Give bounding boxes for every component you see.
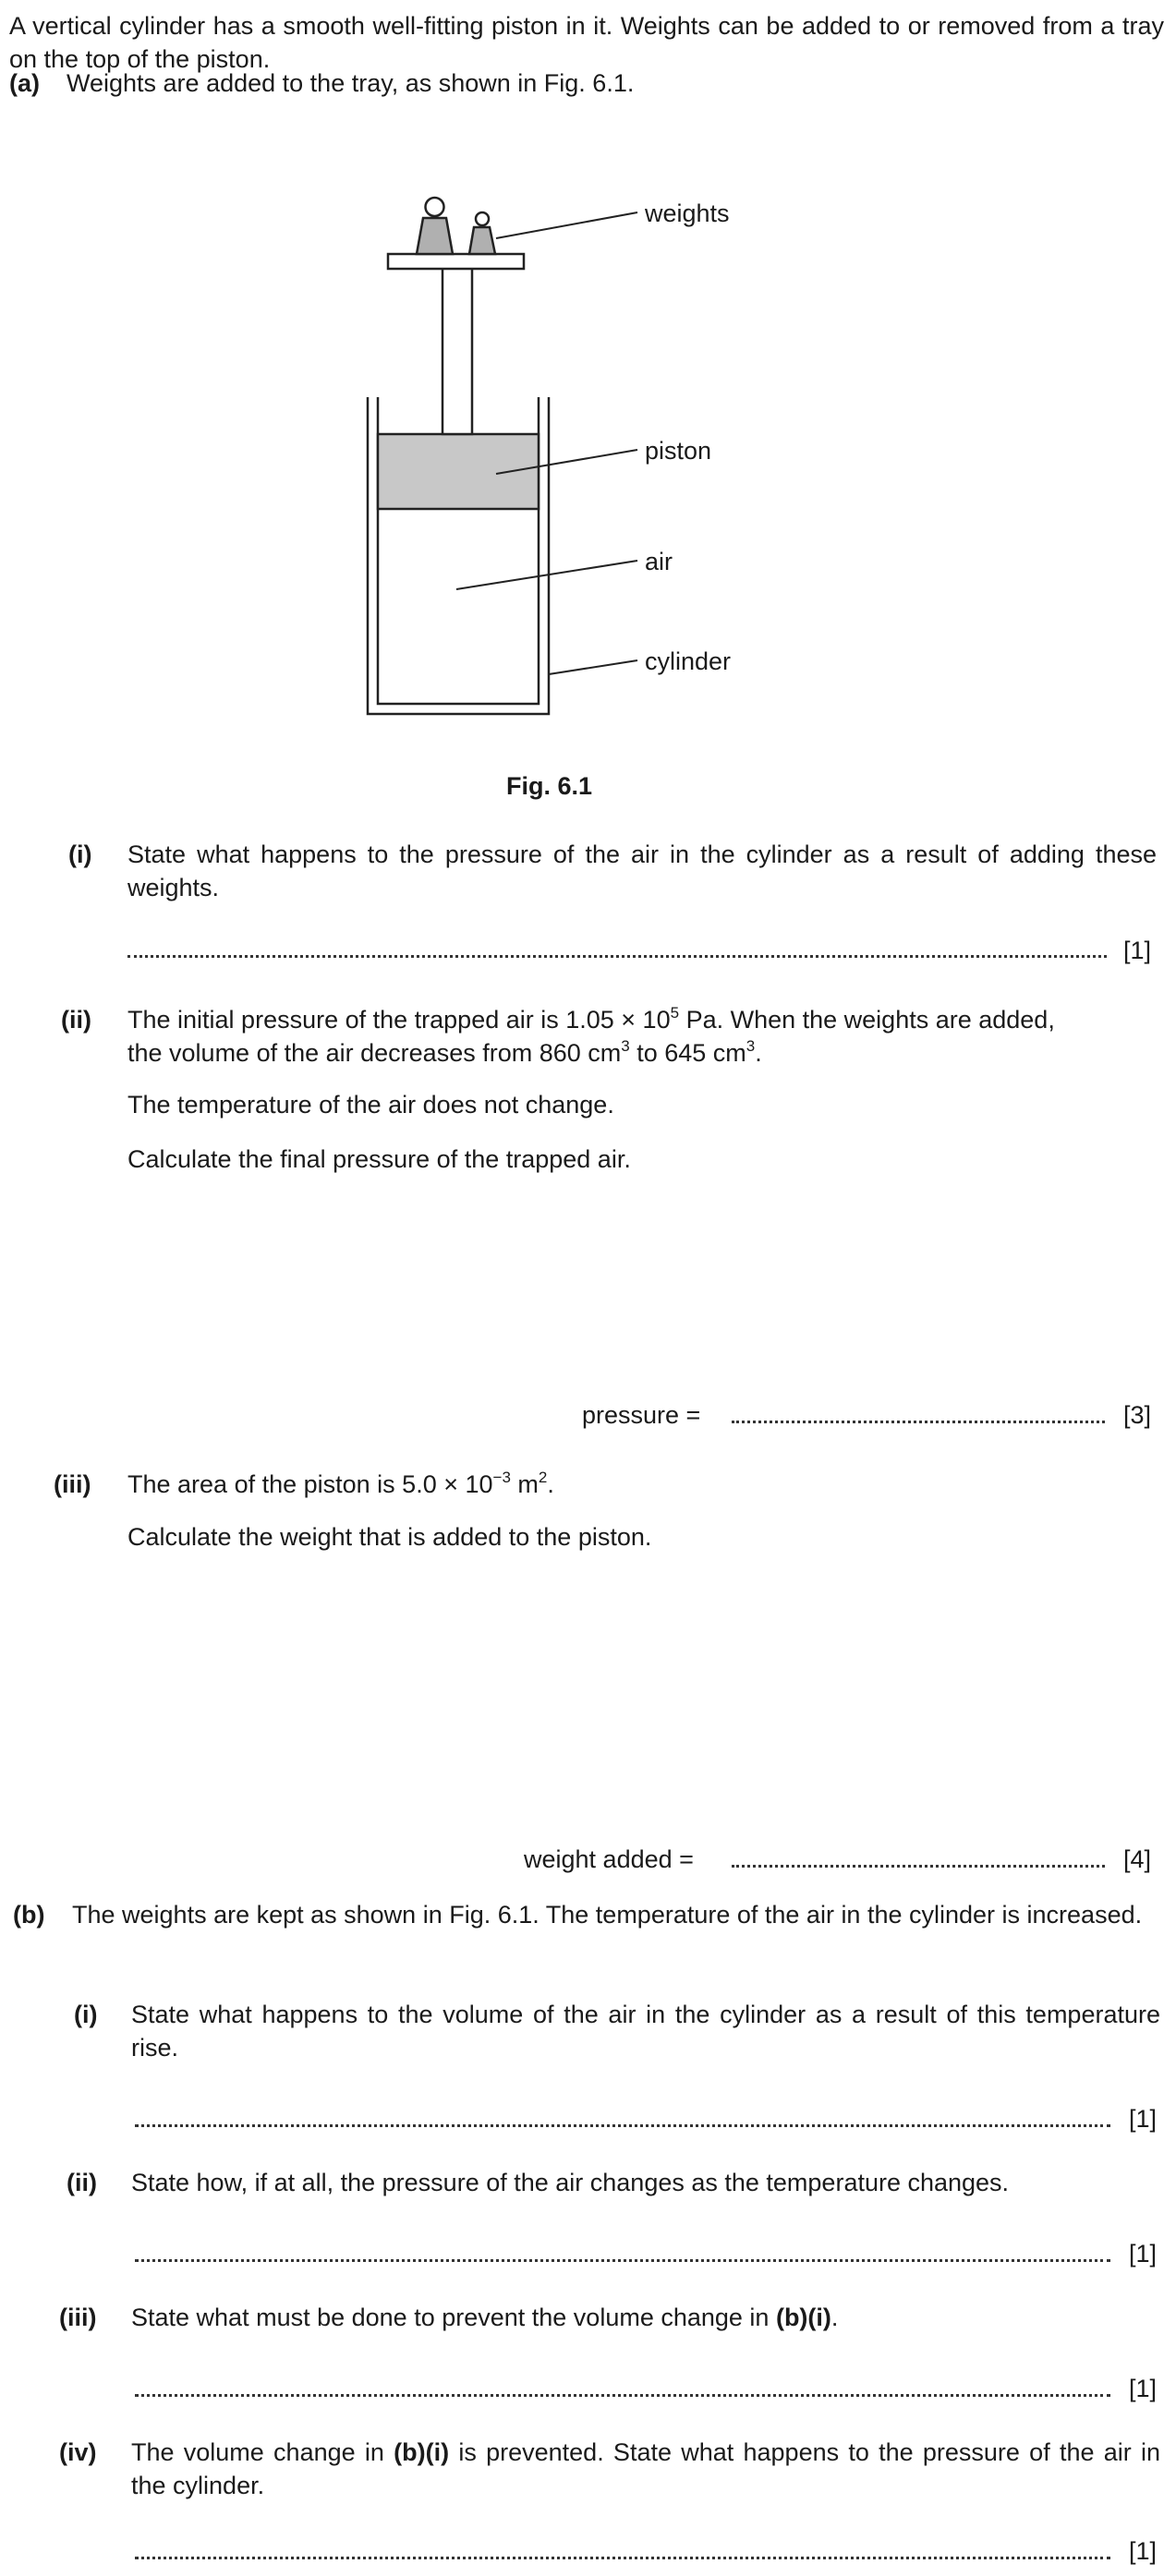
a-ii-instruction: Calculate the final pressure of the trapped air.	[127, 1145, 631, 1173]
b-iii-reference: (b)(i)	[775, 2304, 831, 2331]
b-iv-text: The volume change in (b)(i) is prevented. State what happens to the pressure of the air in the cylinder.	[131, 2438, 1160, 2499]
b-iii-answer-line[interactable]	[135, 2394, 1110, 2397]
piston-cylinder-diagram	[0, 0, 1176, 739]
b-i-mark: [1]	[1129, 2105, 1158, 2133]
small-weight	[469, 227, 495, 254]
a-ii-label: (ii)	[61, 1006, 91, 1034]
b-i-answer-line[interactable]	[135, 2124, 1110, 2127]
b-iv-label: (iv)	[59, 2438, 97, 2466]
a-i-label: (i)	[68, 841, 92, 868]
figure-caption: Fig. 6.1	[506, 772, 593, 800]
piston-label: piston	[645, 437, 712, 465]
b-iv-mark: [1]	[1129, 2537, 1158, 2565]
pressure-answer-label: pressure =	[582, 1401, 701, 1429]
large-weight	[417, 218, 453, 254]
a-ii-text: The initial pressure of the trapped air is $1.05 \times 10^5$ Pa. When the weights are added, the volume of the air decreases from 860 $cm^3$ to 645 $cm^3$.	[127, 1004, 1055, 1067]
air-leader-line	[456, 561, 637, 589]
weight-added-answer-line[interactable]	[732, 1865, 1105, 1868]
weight-tray	[388, 254, 524, 269]
weights-label: weights	[645, 200, 730, 227]
b-iii-text: State what must be done to prevent the volume change in (b)(i).	[131, 2304, 839, 2331]
air-label: air	[645, 548, 673, 575]
b-i-text: State what happens to the volume of the air in the cylinder as a result of this temperature rise.	[131, 2001, 1160, 2062]
b-ii-text: State how, if at all, the pressure of the air changes as the temperature changes.	[131, 2169, 1010, 2196]
b-ii-answer-line[interactable]	[135, 2259, 1110, 2262]
a-iii-label: (iii)	[54, 1470, 91, 1498]
cylinder-label: cylinder	[645, 647, 732, 675]
a-iii-instruction: Calculate the weight that is added to the piston.	[127, 1523, 652, 1551]
b-iii-mark: [1]	[1129, 2375, 1158, 2402]
b-iii-label: (iii)	[59, 2304, 97, 2331]
weight-added-answer-label: weight added =	[524, 1845, 694, 1873]
weights-leader-line	[496, 212, 637, 238]
piston-rod	[443, 268, 472, 434]
a-ii-temperature-text: The temperature of the air does not change.	[127, 1091, 614, 1119]
a-i-mark: [1]	[1123, 937, 1152, 964]
small-weight-handle	[476, 212, 489, 225]
pressure-answer-line[interactable]	[732, 1421, 1105, 1423]
a-i-answer-line[interactable]	[127, 955, 1107, 958]
a-i-text: State what happens to the pressure of the air in the cylinder as a result of adding these weights.	[127, 841, 1157, 901]
b-iv-answer-line[interactable]	[135, 2557, 1110, 2559]
b-ii-mark: [1]	[1129, 2240, 1158, 2268]
b-iv-reference: (b)(i)	[394, 2438, 450, 2466]
b-i-label: (i)	[74, 2001, 98, 2028]
large-weight-handle	[426, 198, 444, 216]
part-a-label: (a)	[9, 69, 40, 97]
a-iii-text: The area of the piston is $5.0 \times 10^{-3}$ $m^2$.	[127, 1469, 554, 1498]
part-a-text: Weights are added to the tray, as shown in Fig. 6.1.	[67, 69, 635, 97]
a-iii-mark: [4]	[1123, 1845, 1152, 1873]
b-ii-label: (ii)	[67, 2169, 97, 2196]
part-b-label: (b)	[13, 1901, 45, 1929]
cylinder-leader-line	[549, 660, 637, 674]
part-b-text: The weights are kept as shown in Fig. 6.1. The temperature of the air in the cylinder is increased.	[72, 1901, 1143, 1929]
intro-text: A vertical cylinder has a smooth well-fitting piston in it. Weights can be added to or removed from a tray on the top of the piston.	[9, 12, 1164, 73]
a-ii-mark: [3]	[1123, 1401, 1152, 1429]
